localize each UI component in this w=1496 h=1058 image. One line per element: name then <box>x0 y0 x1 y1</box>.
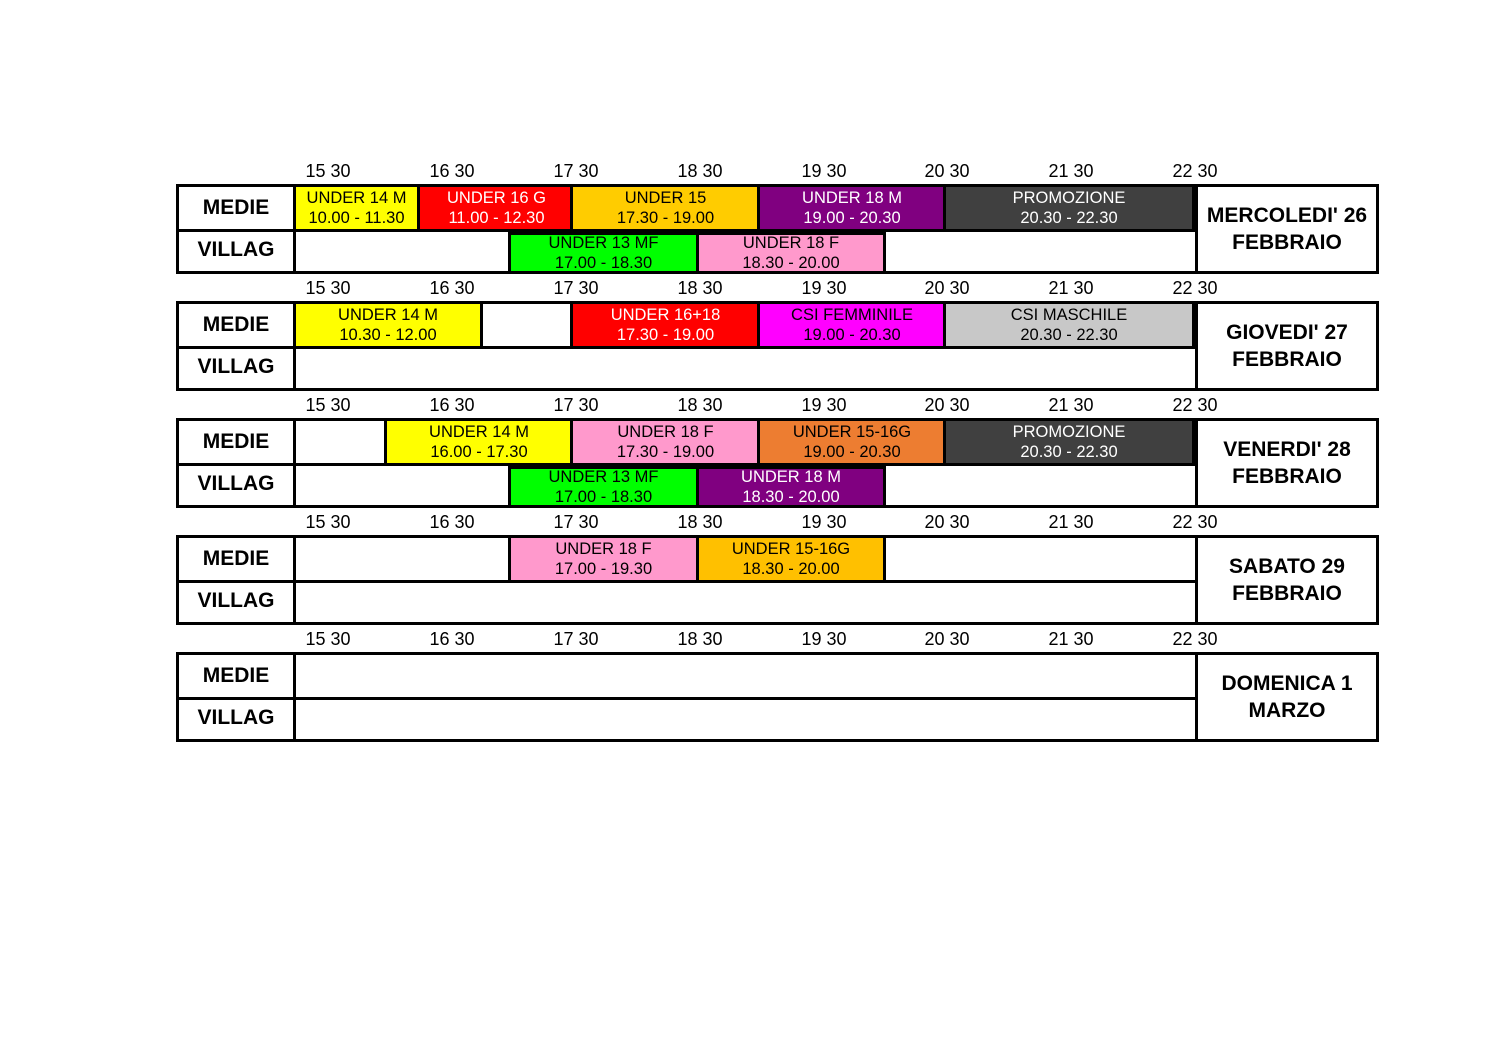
session-time: 10.30 - 12.00 <box>339 326 437 344</box>
time-label: 16 30 <box>429 278 475 298</box>
time-label: 18 30 <box>677 395 723 415</box>
row-label-villag: VILLAG <box>179 697 296 739</box>
session-block[interactable] <box>570 184 761 232</box>
time-label: 21 30 <box>1048 278 1094 298</box>
time-label: 18 30 <box>677 161 723 181</box>
session-name: UNDER 16 G <box>446 189 547 207</box>
date-month: FEBBRAIO <box>1232 582 1342 605</box>
session-block[interactable] <box>757 184 947 232</box>
session-name: CSI MASCHILE <box>1010 306 1128 324</box>
time-label: 17 30 <box>553 395 599 415</box>
day-date <box>1198 655 1376 739</box>
session-block[interactable] <box>943 418 1195 466</box>
time-label: 19 30 <box>801 395 847 415</box>
session-time: 20.30 - 22.30 <box>1020 209 1118 227</box>
date-weekday: MERCOLEDI' 26 <box>1206 204 1368 227</box>
timeline <box>296 655 1195 739</box>
session-block[interactable] <box>943 184 1195 232</box>
session-time: 16.00 - 17.30 <box>430 443 528 461</box>
time-label: 15 30 <box>305 278 351 298</box>
timeline <box>296 421 1195 505</box>
row-label-medie: MEDIE <box>179 538 296 580</box>
session-time: 17.00 - 18.30 <box>554 254 653 272</box>
day-block <box>176 184 1379 274</box>
session-block[interactable] <box>293 301 483 349</box>
day-date <box>1198 304 1376 388</box>
time-label: 15 30 <box>305 512 351 532</box>
time-label: 17 30 <box>553 278 599 298</box>
time-label: 22 30 <box>1172 512 1218 532</box>
session-time: 19.00 - 20.30 <box>803 326 901 344</box>
time-label: 22 30 <box>1172 278 1218 298</box>
row-label-villag: VILLAG <box>179 346 296 388</box>
timeline <box>296 187 1195 271</box>
time-label: 15 30 <box>305 395 351 415</box>
session-name: UNDER 18 M <box>802 189 902 207</box>
session-time: 17.30 - 19.00 <box>616 326 715 344</box>
date-month: FEBBRAIO <box>1232 348 1342 371</box>
time-label: 16 30 <box>429 395 475 415</box>
time-axis <box>0 511 1496 533</box>
session-name: UNDER 15-16G <box>792 423 912 441</box>
date-month: FEBBRAIO <box>1232 231 1342 254</box>
session-block[interactable] <box>508 535 699 583</box>
day-block <box>176 301 1379 391</box>
session-time: 17.30 - 19.00 <box>616 209 715 227</box>
time-label: 17 30 <box>553 512 599 532</box>
row-label-medie: MEDIE <box>179 304 296 346</box>
session-block[interactable] <box>293 184 420 232</box>
row-label-medie: MEDIE <box>179 187 296 229</box>
session-block[interactable] <box>757 418 947 466</box>
row-label-villag: VILLAG <box>179 463 296 505</box>
date-weekday: SABATO 29 <box>1229 555 1345 578</box>
row-label-medie: MEDIE <box>179 655 296 697</box>
session-block[interactable] <box>757 301 947 349</box>
session-name: UNDER 14 M <box>338 306 438 324</box>
session-name: PROMOZIONE <box>1012 423 1126 441</box>
session-block[interactable] <box>417 184 576 232</box>
day-block <box>176 652 1379 742</box>
timeline <box>296 304 1195 388</box>
time-label: 21 30 <box>1048 512 1094 532</box>
time-label: 18 30 <box>677 512 723 532</box>
session-name: UNDER 14 M <box>429 423 529 441</box>
session-time: 18.30 - 20.00 <box>742 254 840 272</box>
time-label: 19 30 <box>801 512 847 532</box>
session-name: UNDER 15-16G <box>731 540 851 558</box>
time-label: 15 30 <box>305 629 351 649</box>
row-label-villag: VILLAG <box>179 580 296 622</box>
day-date <box>1198 187 1376 271</box>
time-label: 18 30 <box>677 278 723 298</box>
timeline <box>296 538 1195 622</box>
session-name: UNDER 15 <box>624 189 707 207</box>
time-label: 18 30 <box>677 629 723 649</box>
row-label-medie: MEDIE <box>179 421 296 463</box>
time-label: 17 30 <box>553 629 599 649</box>
session-time: 11.00 - 12.30 <box>448 209 545 227</box>
session-time: 17.00 - 18.30 <box>554 488 653 506</box>
time-label: 21 30 <box>1048 629 1094 649</box>
session-time: 19.00 - 20.30 <box>803 209 901 227</box>
session-time: 17.00 - 19.30 <box>554 560 653 578</box>
time-label: 20 30 <box>924 629 970 649</box>
date-weekday: GIOVEDI' 27 <box>1226 321 1348 344</box>
session-name: UNDER 18 F <box>555 540 652 558</box>
session-block[interactable] <box>696 232 886 274</box>
time-label: 22 30 <box>1172 395 1218 415</box>
session-block[interactable] <box>508 232 699 274</box>
date-weekday: DOMENICA 1 <box>1221 672 1353 695</box>
time-label: 19 30 <box>801 161 847 181</box>
session-name: UNDER 18 M <box>741 468 841 486</box>
session-block[interactable] <box>570 418 761 466</box>
session-block[interactable] <box>384 418 574 466</box>
time-label: 21 30 <box>1048 161 1094 181</box>
date-month: MARZO <box>1248 699 1326 722</box>
session-name: UNDER 16+18 <box>610 306 721 324</box>
session-time: 20.30 - 22.30 <box>1020 443 1118 461</box>
time-axis <box>0 628 1496 650</box>
session-block[interactable] <box>696 466 886 508</box>
session-time: 10.00 - 11.30 <box>308 209 405 227</box>
session-name: UNDER 13 MF <box>548 234 659 252</box>
session-time: 17.30 - 19.00 <box>616 443 715 461</box>
session-block[interactable] <box>570 301 761 349</box>
time-label: 20 30 <box>924 278 970 298</box>
time-axis <box>0 160 1496 182</box>
session-name: UNDER 18 F <box>617 423 714 441</box>
session-time: 18.30 - 20.00 <box>742 560 840 578</box>
time-label: 19 30 <box>801 629 847 649</box>
date-weekday: VENERDI' 28 <box>1223 438 1351 461</box>
session-time: 19.00 - 20.30 <box>803 443 901 461</box>
session-name: PROMOZIONE <box>1012 189 1126 207</box>
day-block <box>176 418 1379 508</box>
date-month: FEBBRAIO <box>1232 465 1342 488</box>
session-name: UNDER 18 F <box>742 234 840 252</box>
session-name: UNDER 13 MF <box>548 468 659 486</box>
row-label-villag: VILLAG <box>179 229 296 271</box>
time-label: 16 30 <box>429 161 475 181</box>
time-label: 15 30 <box>305 161 351 181</box>
time-axis <box>0 394 1496 416</box>
session-block[interactable] <box>696 535 886 583</box>
time-label: 19 30 <box>801 278 847 298</box>
time-label: 22 30 <box>1172 629 1218 649</box>
time-label: 22 30 <box>1172 161 1218 181</box>
session-time: 18.30 - 20.00 <box>742 488 840 506</box>
day-date <box>1198 538 1376 622</box>
time-label: 17 30 <box>553 161 599 181</box>
session-time: 20.30 - 22.30 <box>1020 326 1118 344</box>
session-block[interactable] <box>943 301 1195 349</box>
day-block <box>176 535 1379 625</box>
time-label: 20 30 <box>924 395 970 415</box>
time-label: 21 30 <box>1048 395 1094 415</box>
time-axis <box>0 277 1496 299</box>
day-date <box>1198 421 1376 505</box>
time-label: 20 30 <box>924 512 970 532</box>
time-label: 16 30 <box>429 629 475 649</box>
session-name: UNDER 14 M <box>306 189 407 207</box>
time-label: 16 30 <box>429 512 475 532</box>
time-label: 20 30 <box>924 161 970 181</box>
session-block[interactable] <box>508 466 699 508</box>
session-name: CSI FEMMINILE <box>791 306 913 324</box>
